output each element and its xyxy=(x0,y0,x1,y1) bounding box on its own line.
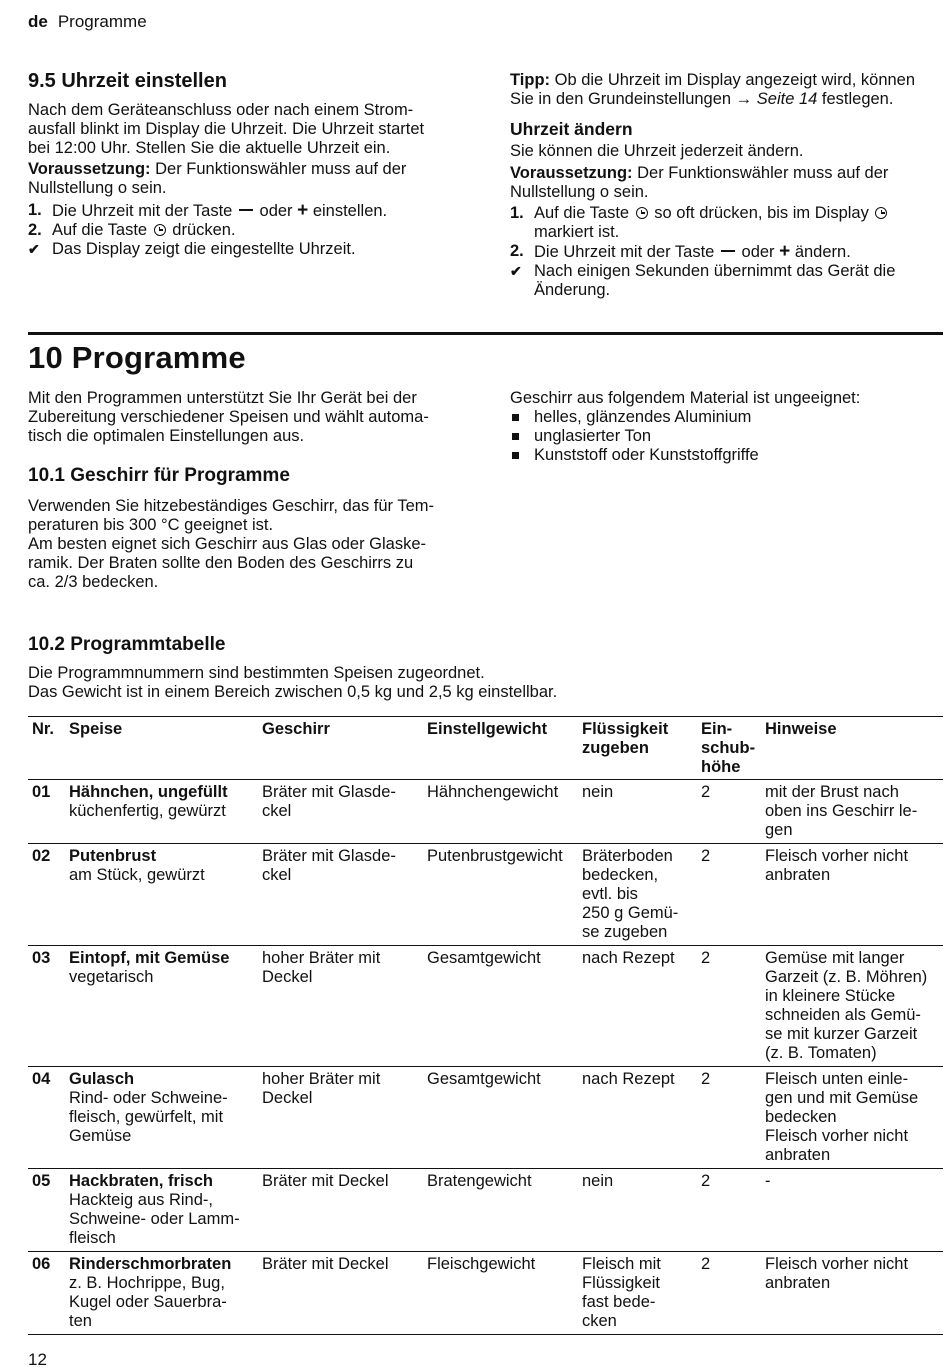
cell-level: 2 xyxy=(701,949,711,967)
section-10-1: 10.1 Geschirr für Programme Verwenden Sie hitzebeständiges Geschirr, das für Tem- peraturen bis 300 °C geeignet ist. Am besten eignet sich Geschirr aus Glas oder Glaske- ramik. Der Braten sollte den Boden des Geschirrs zu ca. 2/3 bedecken. xyxy=(28,466,473,592)
cell-nr: 02 xyxy=(32,847,51,865)
dish-detail: am Stück, gewürzt xyxy=(69,866,205,884)
list-item: helles, glänzendes Aluminium xyxy=(510,408,945,427)
cell-weight: Putenbrustgewicht xyxy=(427,847,563,865)
intro-line-2: ausfall blinkt im Display die Uhrzeit. Die Uhrzeit startet xyxy=(28,120,425,138)
page-number: 12 xyxy=(28,1350,47,1369)
plus-key-icon: + xyxy=(297,200,309,221)
dish-detail: Rind- oder Schweine- fleisch, gewürfelt, mit Gemüse xyxy=(69,1089,228,1145)
chapter-divider xyxy=(28,332,943,335)
change-intro: Sie können die Uhrzeit jederzeit ändern. xyxy=(510,142,804,160)
col-header-nr: Nr. xyxy=(32,720,55,738)
cell-weight: Bratengewicht xyxy=(427,1172,532,1190)
section-9-5 xyxy=(28,72,468,259)
table-row xyxy=(28,1252,943,1335)
change-step-2: 2. Die Uhrzeit mit der Taste oder + ändern. xyxy=(510,241,851,262)
table-row xyxy=(28,946,943,1067)
dish-detail: küchenfertig, gewürzt xyxy=(69,802,226,820)
cell-nr: 03 xyxy=(32,949,51,967)
dish-name: Hähnchen, ungefüllt xyxy=(69,783,228,801)
cell-note: Fleisch vorher nicht anbraten xyxy=(765,847,909,884)
requirement-label: Voraussetzung: xyxy=(28,160,151,178)
cell-weight: Fleischgewicht xyxy=(427,1255,536,1273)
dish-name: Eintopf, mit Gemüse xyxy=(69,949,230,967)
cell-level: 2 xyxy=(701,783,711,801)
clock-symbol-icon xyxy=(875,207,887,219)
change-requirement: Voraussetzung: Der Funktionswähler muss auf der xyxy=(510,164,889,182)
cell-nr: 04 xyxy=(32,1070,51,1088)
col-header-weight: Einstellgewicht xyxy=(427,720,548,738)
program-table xyxy=(28,716,943,1335)
cell-weight: Gesamtgewicht xyxy=(427,1070,541,1088)
cell-dishware: hoher Bräter mit Deckel xyxy=(262,949,381,986)
col-header-level: Ein- schub- höhe xyxy=(701,720,756,776)
col-header-dishware: Geschirr xyxy=(262,720,330,738)
section-10-2-title: 10.2 Programmtabelle xyxy=(28,634,226,655)
cell-weight: Hähnchengewicht xyxy=(427,783,559,801)
header-section: Programme xyxy=(57,12,147,31)
minus-key-icon xyxy=(721,250,735,252)
cell-nr: 06 xyxy=(32,1255,51,1273)
cell-liquid: Fleisch mit Flüssigkeit fast bede- cken xyxy=(582,1255,661,1330)
unsuitable-materials: Geschirr aus folgendem Material ist ungeeignet: helles, glänzendes Aluminium unglasierter Ton Kunststoff oder Kunststoffgriffe xyxy=(510,389,945,465)
col-header-dish: Speise xyxy=(69,720,123,738)
change-result: ✔ Nach einigen Sekunden übernimmt das Gerät die Änderung. xyxy=(510,262,896,299)
cell-dish xyxy=(65,1169,258,1252)
section-9-5-title: 9.5 Uhrzeit einstellen xyxy=(28,70,227,92)
bullet-icon xyxy=(512,452,519,459)
cell-note: mit der Brust nach oben ins Geschirr le- gen xyxy=(765,783,918,839)
clock-key-icon xyxy=(636,207,648,219)
cell-dishware: Bräter mit Glasde- ckel xyxy=(262,783,396,820)
cell-note: Fleisch unten einle- gen und mit Gemüse bedecken Fleisch vorher nicht anbraten xyxy=(765,1070,919,1164)
cell-dishware: hoher Bräter mit Deckel xyxy=(262,1070,381,1107)
cell-level: 2 xyxy=(701,1172,711,1190)
change-step-1: 1. Auf die Taste so oft drücken, bis im Display markiert ist. xyxy=(510,204,945,242)
intro-line-3: bei 12:00 Uhr. Stellen Sie die aktuelle Uhrzeit ein. xyxy=(28,139,391,157)
cell-liquid: Bräterboden bedecken, evtl. bis 250 g Gemü- se zugeben xyxy=(582,847,679,941)
table-row xyxy=(28,1067,943,1169)
language-code: de xyxy=(28,12,48,31)
cell-note: Fleisch vorher nicht anbraten xyxy=(765,1255,909,1292)
page-reference-link[interactable]: Seite 14 xyxy=(752,90,818,108)
cell-nr: 05 xyxy=(32,1172,51,1190)
page-header xyxy=(28,12,147,32)
col-header-notes: Hinweise xyxy=(765,720,837,738)
step-1: 1. Die Uhrzeit mit der Taste oder + einstellen. xyxy=(28,200,388,221)
change-time-title: Uhrzeit ändern xyxy=(510,119,633,139)
table-row xyxy=(28,1169,943,1252)
requirement: Voraussetzung: Der Funktionswähler muss auf der xyxy=(28,160,407,178)
bullet-icon xyxy=(512,414,519,421)
table-row xyxy=(28,780,943,844)
col-header-liquid: Flüssigkeit zugeben xyxy=(582,720,669,757)
dish-detail: Hackteig aus Rind-, Schweine- oder Lamm- fleisch xyxy=(69,1191,240,1247)
list-item: unglasierter Ton xyxy=(510,427,945,446)
table-row xyxy=(28,844,943,946)
cell-liquid: nein xyxy=(582,783,614,801)
dish-name: Hackbraten, frisch xyxy=(69,1172,213,1190)
dish-name: Putenbrust xyxy=(69,847,157,865)
chapter-10-intro: Mit den Programmen unterstützt Sie Ihr Gerät bei der Zubereitung verschiedener Speisen und wählt automa- tisch die optimalen Einstellungen aus. xyxy=(28,389,429,445)
cell-dish xyxy=(65,780,258,844)
cell-level: 2 xyxy=(701,847,711,865)
intro-line-1: Nach dem Geräteanschluss oder nach einem Strom- xyxy=(28,101,414,119)
checkmark-icon: ✔ xyxy=(28,241,40,257)
section-10-2: 10.2 Programmtabelle Die Programmnummern sind bestimmten Speisen zugeordnet. Das Gewicht ist in einem Bereich zwischen 0,5 kg und 2,5 kg einstellbar. xyxy=(28,635,928,702)
cell-note: - xyxy=(765,1172,771,1190)
cell-level: 2 xyxy=(701,1070,711,1088)
step-2: 2. Auf die Taste drücken. xyxy=(28,221,236,239)
arrow-icon: → xyxy=(735,90,753,108)
cell-dish xyxy=(65,946,258,1067)
step-result: ✔ Das Display zeigt die eingestellte Uhrzeit. xyxy=(28,240,356,258)
minus-key-icon xyxy=(239,209,253,211)
cell-level: 2 xyxy=(701,1255,711,1273)
cell-nr: 01 xyxy=(32,783,51,801)
cell-dish xyxy=(65,844,258,946)
tip-and-change: Tipp: Ob die Uhrzeit im Display angezeigt wird, können Sie in den Grundeinstellungen → Seite 14 festlegen. Uhrzeit ändern Sie können die Uhrzeit jederzeit ändern. Voraussetzung: Der Funktionswähler muss auf der Nullstellung o sein. 1. Auf die Taste so oft drücken, bis im Display markiert ist. 2. Die Uhrzeit mit der Taste oder + ändern. ✔ Nach einigen Sekunden übernimmt das Gerät die Änderung. xyxy=(510,71,945,300)
cell-liquid: nein xyxy=(582,1172,614,1190)
chapter-10-title: 10 Programme xyxy=(28,340,246,375)
clock-key-icon xyxy=(154,224,166,236)
bullet-icon xyxy=(512,433,519,440)
cell-dishware: Bräter mit Deckel xyxy=(262,1255,389,1273)
checkmark-icon: ✔ xyxy=(510,263,522,279)
dish-detail: z. B. Hochrippe, Bug, Kugel oder Sauerbra- ten xyxy=(69,1274,227,1330)
cell-dishware: Bräter mit Deckel xyxy=(262,1172,389,1190)
cell-liquid: nach Rezept xyxy=(582,1070,675,1088)
cell-dish xyxy=(65,1252,258,1335)
cell-liquid: nach Rezept xyxy=(582,949,675,967)
cell-note: Gemüse mit langer Garzeit (z. B. Möhren) in kleinere Stücke schneiden als Gemü- se mit kurzer Garzeit (z. B. Tomaten) xyxy=(765,949,928,1062)
dish-detail: vegetarisch xyxy=(69,968,154,986)
cell-dishware: Bräter mit Glasde- ckel xyxy=(262,847,396,884)
section-10-1-title: 10.1 Geschirr für Programme xyxy=(28,465,290,486)
requirement-line-2: Nullstellung o sein. xyxy=(28,179,167,197)
table-header-row xyxy=(28,717,943,780)
dish-name: Gulasch xyxy=(69,1070,135,1088)
plus-key-icon: + xyxy=(779,241,791,262)
list-item: Kunststoff oder Kunststoffgriffe xyxy=(510,446,945,465)
tip-label: Tipp: xyxy=(510,71,551,89)
dish-name: Rinderschmorbraten xyxy=(69,1255,232,1273)
tip-paragraph: Tipp: Ob die Uhrzeit im Display angezeigt wird, können xyxy=(510,71,916,89)
cell-dish xyxy=(65,1067,258,1169)
cell-weight: Gesamtgewicht xyxy=(427,949,541,967)
